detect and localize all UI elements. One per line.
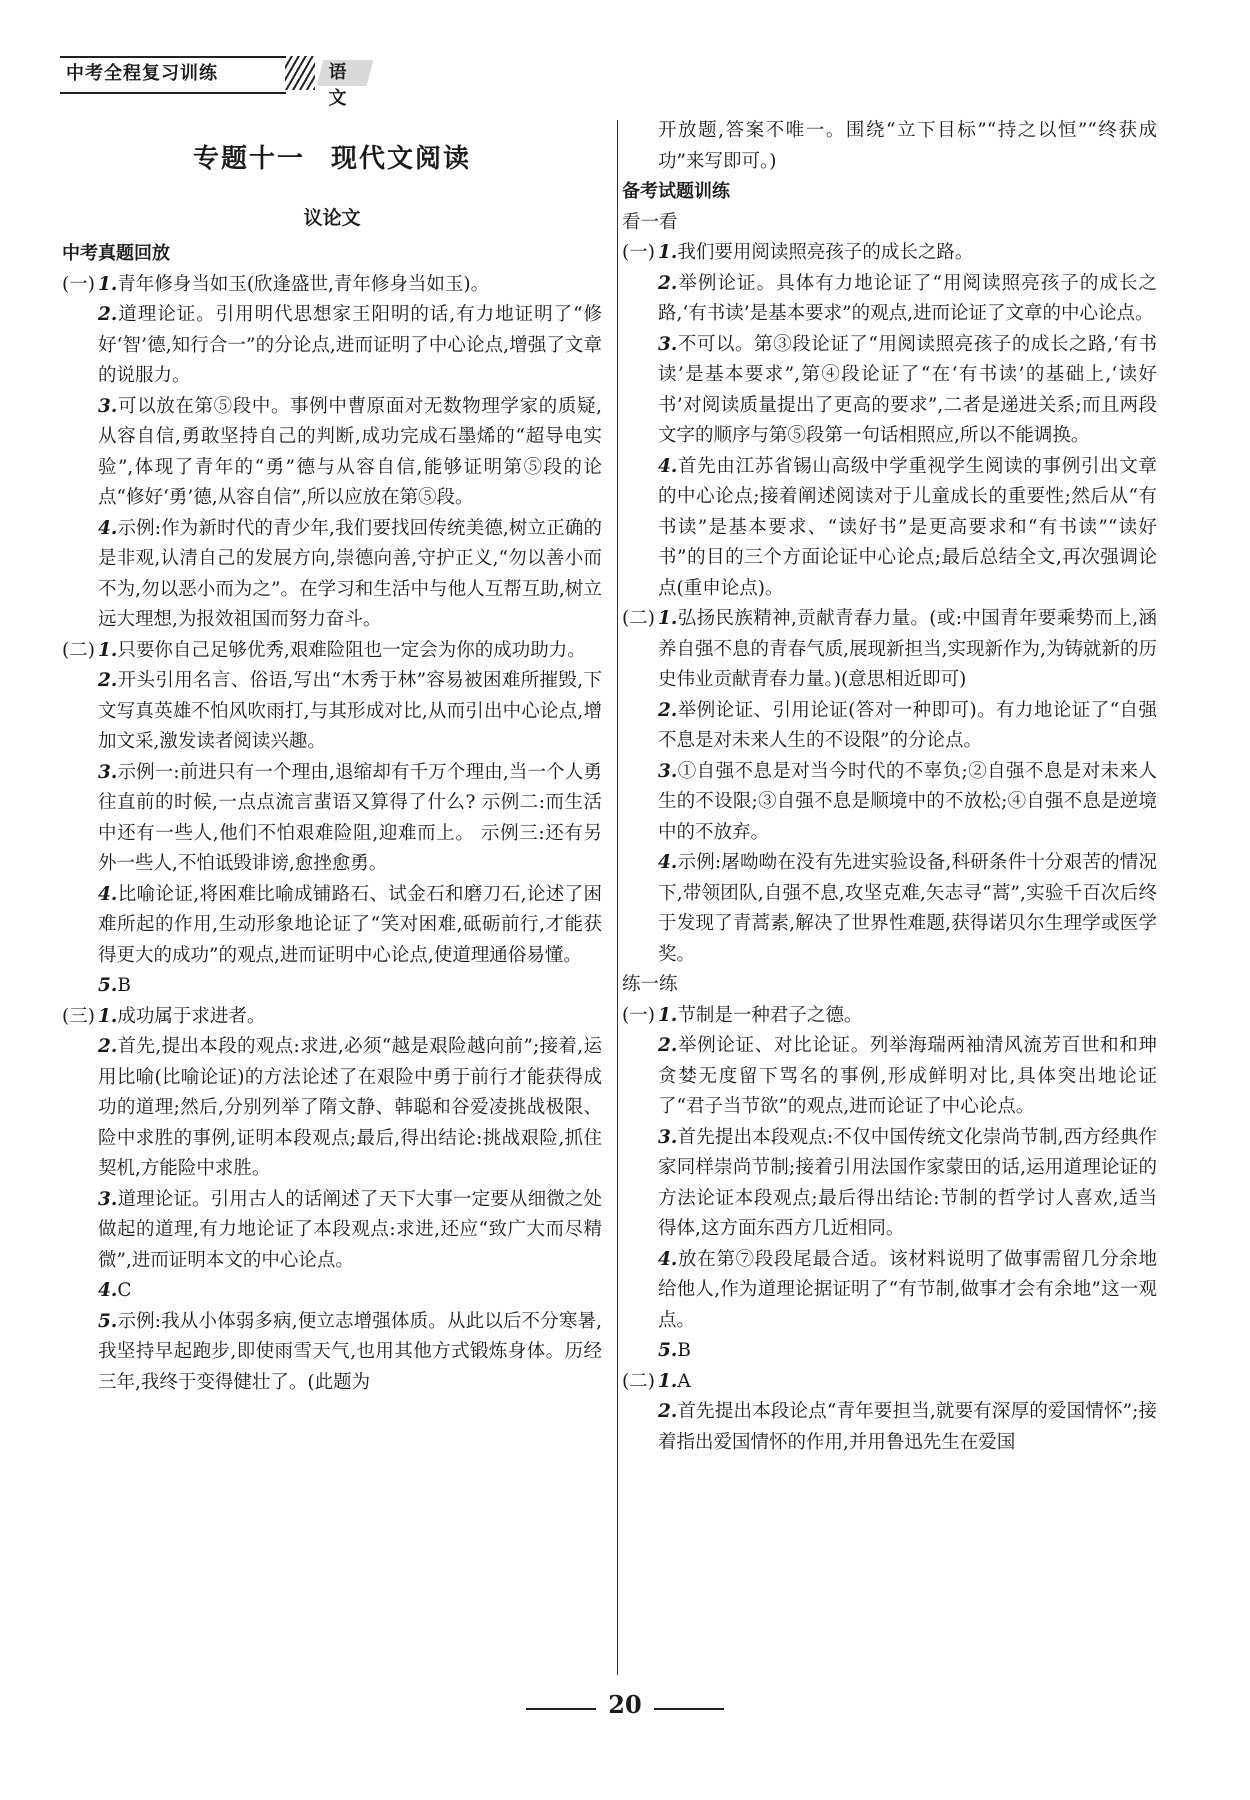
answer-item	[62, 1032, 602, 1185]
item-number: 1.	[98, 639, 118, 661]
answer-item	[622, 1001, 1157, 1032]
topic-name: 现代文阅读	[331, 144, 472, 174]
item-number: 1.	[98, 273, 118, 295]
subject-label: 语文	[328, 62, 347, 109]
answer-item	[62, 1307, 602, 1399]
book-title: 中考全程复习训练	[60, 56, 286, 94]
item-text: 示例一:前进只有一个理由,退缩却有千万个理由,当一个人勇往直前的时候,一点点流言蜚语又算得了什么? 示例二:而生活中还有一些人,他们不怕艰难险阻,迎难而上。 示例三:还有另外一些人,不怕诋毁诽谤,愈挫愈勇。	[98, 761, 602, 874]
answer-item	[622, 1336, 1157, 1367]
answer-item	[622, 452, 1157, 605]
answer-item	[62, 1276, 602, 1307]
answer-item	[622, 757, 1157, 849]
item-number: 5.	[98, 1310, 118, 1332]
answer-item	[62, 666, 602, 758]
item-text: 首先提出本段论点“青年要担当,就要有深厚的爱国情怀”;接着指出爱国情怀的作用,并用鲁迅先生在爱国	[658, 1401, 1157, 1453]
item-number: 1.	[658, 1004, 678, 1026]
item-text: 道理论证。引用明代思想家王阳明的话,有力地证明了“修好‘智’德,知行合一”的分论点,进而证明了中心论点,增强了文章的说服力。	[98, 304, 602, 386]
group-label: (二)	[622, 1370, 655, 1392]
answer-item	[62, 971, 602, 1002]
item-number: 5.	[658, 1340, 678, 1361]
item-text: 首先,提出本段的观点:求进,必须“越是艰险越向前”;接着,运用比喻(比喻论证)的方法论述了在艰险中勇于前行才能获得成功的道理;然后,分别列举了隋文静、韩聪和谷爱凌挑战极限、险中求胜的事例,证明本段观点;最后,得出结论:挑战艰险,抓住契机,方能险中求胜。	[98, 1036, 602, 1179]
group-label: (二)	[62, 639, 95, 661]
answer-item	[62, 270, 602, 301]
group-label: (一)	[622, 242, 655, 263]
running-header	[60, 56, 370, 109]
item-number: 3.	[658, 760, 678, 782]
page-footer	[0, 1690, 1250, 1719]
answer-item	[62, 1185, 602, 1277]
topic-number: 专题十一	[192, 144, 305, 174]
item-text: 开头引用名言、俗语,写出“木秀于林”容易被困难所摧毁,下文写真英雄不怕风吹雨打,与其形成对比,从而引出中心论点,增加文采,激发读者阅读兴趣。	[98, 670, 602, 752]
item-text: 示例:作为新时代的青少年,我们要找回传统美德,树立正确的是非观,认清自己的发展方向,崇德向善,守护正义,“勿以善小而不为,勿以恶小而为之”。在学习和生活中与他人互帮互助,树立远大理想,为报效祖国而努力奋斗。	[98, 517, 602, 630]
item-text: 示例:我从小体弱多病,便立志增强体质。从此以后不分寒暑,我坚持早起跑步,即使雨雪天气,也用其他方式锻炼身体。历经三年,我终于变得健壮了。(此题为	[98, 1310, 602, 1393]
answer-item	[62, 300, 602, 392]
item-number: 3.	[98, 1188, 118, 1210]
item-number: 4.	[98, 517, 118, 539]
item-text: 节制是一种君子之德。	[677, 1004, 863, 1026]
footer-ornament-left	[526, 1708, 596, 1710]
header-stripes-decoration	[285, 56, 315, 90]
answer-item	[62, 514, 602, 636]
answer-item	[622, 1397, 1157, 1458]
item-text: B	[117, 975, 131, 996]
item-number: 4.	[658, 1248, 678, 1270]
item-text: 道理论证。引用古人的话阐述了天下大事一定要从细微之处做起的道理,有力地论证了本段观点:求进,还应“致广大而尽精微”,进而证明本文的中心论点。	[98, 1188, 602, 1271]
item-text: 弘扬民族精神,贡献青春力量。(或:中国青年要乘势而上,涵养自强不息的青春气质,展现新担当,实现新作为,为铸就新的历史伟业贡献青春力量。)(意思相近即可)	[658, 608, 1157, 690]
group-label: (一)	[622, 1004, 655, 1026]
item-number: 3.	[98, 395, 118, 417]
item-text: 举例论证。具体有力地论证了“用阅读照亮孩子的成长之路,‘有书读’是基本要求”的观点,进而论证了文章的中心论点。	[658, 272, 1157, 324]
item-text: 比喻论证,将困难比喻成铺路石、试金石和磨刀石,论述了困难所起的作用,生动形象地论证了“笑对困难,砥砺前行,才能获得更大的成功”的观点,进而证明中心论点,使道理通俗易懂。	[98, 883, 602, 966]
left-column	[62, 116, 602, 1398]
item-text: C	[117, 1280, 132, 1301]
item-text: 放在第⑦段段尾最合适。该材料说明了做事需留几分余地给他人,作为道理论据证明了“有节制,做事才会有余地”这一观点。	[658, 1248, 1157, 1331]
item-text: B	[677, 1340, 691, 1361]
answer-item	[622, 696, 1157, 757]
item-text: A	[677, 1370, 691, 1392]
page-title	[62, 144, 602, 175]
item-text: 青年修身当如玉(欣逢盛世,青年修身当如玉)。	[117, 273, 490, 295]
item-text: 我们要用阅读照亮孩子的成长之路。	[677, 242, 974, 263]
item-number: 1.	[658, 608, 678, 629]
item-number: 2.	[658, 699, 678, 721]
answer-item	[622, 238, 1157, 269]
subject-tag	[317, 60, 374, 109]
item-text: 不可以。第③段论证了“用阅读照亮孩子的成长之路,‘有书读’是基本要求”,第④段论证了“在‘有书读’的基础上,‘读好书’对阅读质量提出了更高的要求”,二者是递进关系;而且两段文字的顺序与第⑤段第一句话相照应,所以不能调换。	[658, 333, 1157, 446]
page-number: 20	[608, 1690, 642, 1719]
right-column	[622, 116, 1157, 1458]
group-label: (二)	[622, 608, 655, 629]
item-number: 2.	[658, 272, 678, 294]
item-number: 3.	[658, 333, 678, 355]
item-text: 示例:屠呦呦在没有先进实验设备,科研条件十分艰苦的情况下,带领团队,自强不息,攻坚克难,矢志寻“蒿”,实验千百次后终于发现了青蒿素,解决了世界性难题,获得诺贝尔生理学或医学奖。	[658, 852, 1157, 965]
item-number: 1.	[658, 242, 678, 263]
answer-item	[62, 636, 602, 667]
item-number: 4.	[658, 852, 678, 873]
answer-item	[622, 330, 1157, 452]
section-heading: 备考试题训练	[622, 181, 730, 202]
item-text: 成功属于求进者。	[117, 1005, 266, 1027]
subsection-heading: 练一练	[622, 974, 678, 995]
item-text: 首先由江苏省锡山高级中学重视学生阅读的事例引出文章的中心论点;接着阐述阅读对于儿童成长的重要性;然后从“有书读”是基本要求、“读好书”是更高要求和“有书读”“读好书”的目的三个方面论证中心论点;最后总结全文,再次强调论点(重申论点)。	[658, 455, 1157, 599]
item-number: 4.	[658, 455, 678, 477]
item-number: 4.	[98, 1280, 118, 1301]
item-number: 2.	[98, 304, 118, 325]
answer-item	[62, 758, 602, 880]
item-number: 4.	[98, 883, 118, 905]
answer-item	[62, 392, 602, 514]
item-number: 3.	[658, 1126, 678, 1148]
group-label: (三)	[62, 1005, 95, 1027]
item-text: 可以放在第⑤段中。事例中曹原面对无数物理学家的质疑,从容自信,勇敢坚持自己的判断,成功完成石墨烯的“超导电实验”,体现了青年的“勇”德与从容自信,能够证明第⑤段的论点“修好‘勇’德,从容自信”,所以应放在第⑤段。	[98, 395, 602, 508]
item-number: 2.	[98, 1036, 118, 1057]
answer-item	[622, 848, 1157, 970]
answer-item	[622, 604, 1157, 696]
subsection-heading: 看一看	[622, 211, 678, 233]
item-number: 2.	[98, 670, 118, 691]
section-subtitle: 议论文	[303, 206, 361, 229]
item-number: 3.	[98, 761, 118, 783]
answer-item	[622, 1123, 1157, 1245]
item-text: 只要你自己足够优秀,艰难险阻也一定会为你的成功助力。	[117, 639, 586, 661]
item-text: 举例论证、引用论证(答对一种即可)。有力地论证了“自强不息是对未来人生的不设限”的分论点。	[658, 699, 1157, 751]
answer-item	[622, 1031, 1157, 1123]
answer-item	[62, 880, 602, 972]
item-number: 1.	[98, 1005, 118, 1027]
answer-item	[622, 1245, 1157, 1337]
item-number: 1.	[658, 1370, 678, 1392]
item-text: 首先提出本段观点:不仅中国传统文化崇尚节制,西方经典作家同样崇尚节制;接着引用法国作家蒙田的话,运用道理论证的方法论证本段观点;最后得出结论:节制的哲学讨人喜欢,适当得体,这方面东西方几近相同。	[658, 1126, 1157, 1239]
column-divider	[617, 120, 618, 1675]
answer-item	[622, 269, 1157, 330]
answer-item	[62, 1002, 602, 1033]
answer-item	[622, 1367, 1157, 1398]
item-number: 5.	[98, 975, 118, 996]
footer-ornament-right	[654, 1708, 724, 1710]
section-heading: 中考真题回放	[62, 243, 170, 264]
item-text: ①自强不息是对当今时代的不辜负;②自强不息是对未来人生的不设限;③自强不息是顺境中的不放松;④自强不息是逆境中的不放弃。	[658, 760, 1157, 843]
item-text: 举例论证、对比论证。列举海瑞两袖清风流芳百世和和珅贪婪无度留下骂名的事例,形成鲜明对比,具体突出地论证了“君子当节欲”的观点,进而论证了中心论点。	[658, 1035, 1157, 1117]
continued-text: 开放题,答案不唯一。围绕“立下目标”“持之以恒”“终获成功”来写即可。)	[658, 120, 1157, 172]
item-number: 2.	[658, 1401, 678, 1422]
group-label: (一)	[62, 273, 95, 295]
item-number: 2.	[658, 1035, 678, 1056]
